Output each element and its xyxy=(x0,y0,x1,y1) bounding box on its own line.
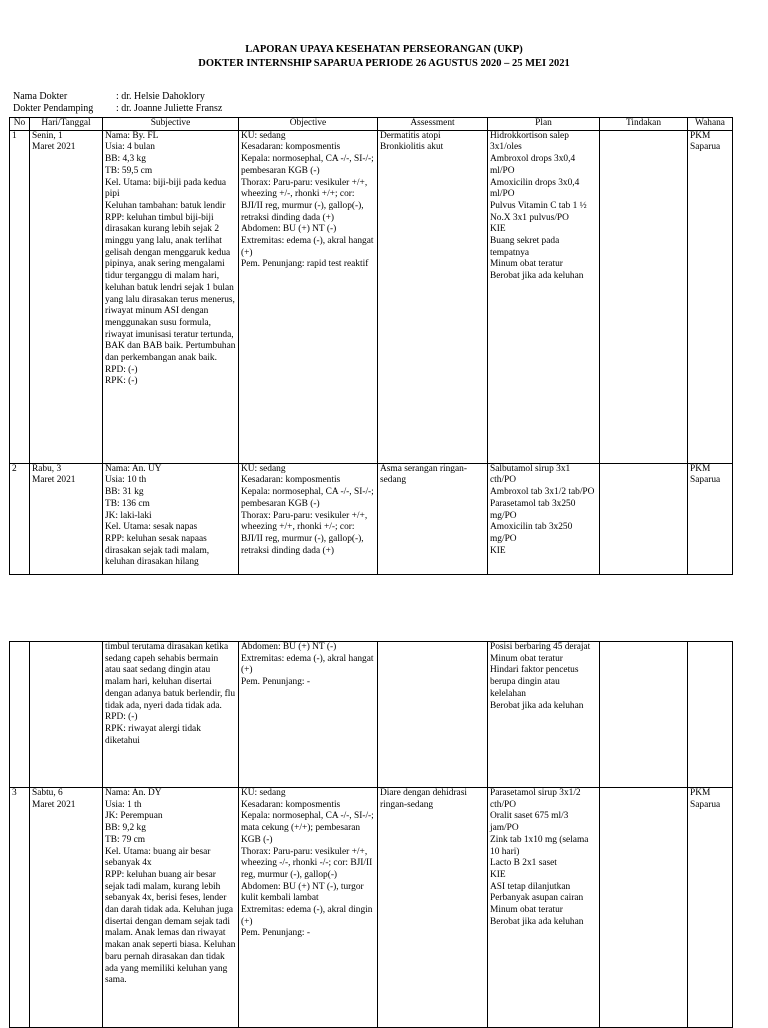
cell-date: Senin, 1 Maret 2021 xyxy=(30,130,103,463)
report-title: LAPORAN UPAYA KESEHATAN PERSEORANGAN (UKP) xyxy=(245,44,523,55)
cell-assessment: Diare dengan dehidrasi ringan-sedang xyxy=(378,788,488,1028)
cell-subjective: Nama: An. UY Usia: 10 th BB: 31 kg TB: 136 cm JK: laki-laki Kel. Utama: sesak napas RPP: keluhan sesak napaas dirasakan sejak tadi malam, keluhan dirasakan hilang xyxy=(103,463,239,574)
doctor-name-line xyxy=(13,91,205,102)
cell-subjective: timbul terutama dirasakan ketika sedang capeh sehabis bermain atau saat sedang dingin atau malam hari, keluhan disertai dengan adanya batuk berlendir, flu tidak ada, nyeri dada tidak ada. RPD: (-) RPK: riwayat alergi tidak diketahui xyxy=(103,642,239,788)
cell-no xyxy=(10,642,30,788)
cell-wahana xyxy=(688,642,733,788)
cell-date: Rabu, 3 Maret 2021 xyxy=(30,463,103,574)
column-header: Tindakan xyxy=(600,118,688,131)
table-row xyxy=(10,642,733,788)
table-row xyxy=(10,788,733,1028)
supervisor-value: : dr. Joanne Juliette Fransz xyxy=(116,103,223,114)
doctor-name-value: : dr. Helsie Dahoklory xyxy=(116,91,205,102)
cell-wahana: PKM Saparua xyxy=(688,463,733,574)
supervisor-line xyxy=(13,103,222,114)
supervisor-label: Dokter Pendamping xyxy=(13,103,94,114)
table-row xyxy=(10,463,733,574)
cell-tindakan xyxy=(600,642,688,788)
column-header: Objective xyxy=(239,118,378,131)
column-header: Wahana xyxy=(688,118,733,131)
report-subtitle: DOKTER INTERNSHIP SAPARUA PERIODE 26 AGUSTUS 2020 – 25 MEI 2021 xyxy=(198,58,570,69)
cell-no: 3 xyxy=(10,788,30,1028)
cell-objective: Abdomen: BU (+) NT (-) Extremitas: edema (-), akral hangat (+) Pem. Penunjang: - xyxy=(239,642,378,788)
cell-plan: Salbutamol sirup 3x1 cth/PO Ambroxol tab 3x1/2 tab/PO Parasetamol tab 3x250 mg/PO Amoxicilin tab 3x250 mg/PO KIE xyxy=(488,463,600,574)
column-header: No xyxy=(10,118,30,131)
cell-assessment: Asma serangan ringan-sedang xyxy=(378,463,488,574)
cell-objective: KU: sedang Kesadaran: komposmentis Kepala: normosephal, CA -/-, SI-/-; pembesaran KGB (-) Thorax: Paru-paru: vesikuler +/+, wheezing +/-, rhonki +/+; cor: BJI/II reg, murmur (-), gallop(-), retraksi dinding dada (+) Abdomen: BU (+) NT (-) Extremitas: edema (-), akral hangat (+) Pem. Penunjang: rapid test reaktif xyxy=(239,130,378,463)
cell-no: 1 xyxy=(10,130,30,463)
cell-objective: KU: sedang Kesadaran: komposmentis Kepala: normosephal, CA -/-, SI-/-; pembesaran KGB (-) Thorax: Paru-paru: vesikuler +/+, wheezing +/+, rhonki +/-; cor: BJI/II reg, murmur (-), gallop(-), retraksi dinding dada (+) xyxy=(239,463,378,574)
cell-tindakan xyxy=(600,463,688,574)
cell-subjective: Nama: By. FL Usia: 4 bulan BB: 4,3 kg TB: 59,5 cm Kel. Utama: biji-biji pada kedua pipi Keluhan tambahan: batuk lendir RPP: keluhan timbul biji-biji dirasakan kurang lebih sejak 2 minggu yang lalu, anak terlihat gelisah dengan menggaruk kedua pipinya, anak sering mengalami tidur terganggu di malam hari, keluhan batuk lendri sejak 1 bulan yang lalu dirasakan terus menerus, riwayat minum ASI dengan menggunakan susu formula, riwayat imunisasi teratur tertunda, BAK dan BAB baik. Pertumbuhan dan perkembangan anak baik. RPD: (-) RPK: (-) xyxy=(103,130,239,463)
cell-assessment: Dermatitis atopi Bronkiolitis akut xyxy=(378,130,488,463)
cell-plan: Parasetamol sirup 3x1/2 cth/PO Oralit saset 675 ml/3 jam/PO Zink tab 1x10 mg (selama 10 hari) Lacto B 2x1 saset KIE ASI tetap dilanjutkan Perbanyak asupan cairan Minum obat teratur Berobat jika ada keluhan xyxy=(488,788,600,1028)
cell-tindakan xyxy=(600,788,688,1028)
report-table xyxy=(9,117,733,575)
cell-date xyxy=(30,642,103,788)
cell-plan: Hidrokkortison salep 3x1/oles Ambroxol drops 3x0,4 ml/PO Amoxicilin drops 3x0,4 ml/PO Pulvus Vitamin C tab 1 ½ No.X 3x1 pulvus/PO KIE Buang sekret pada tempatnya Minum obat teratur Berobat jika ada keluhan xyxy=(488,130,600,463)
cell-wahana: PKM Saparua xyxy=(688,788,733,1028)
cell-objective: KU: sedang Kesadaran: komposmentis Kepala: normosephal, CA -/-, SI-/-; mata cekung (+/+); pembesaran KGB (-) Thorax: Paru-paru: vesikuler +/+, wheezing -/-, rhonki -/-; cor: BJI/II reg, murmur (-), gallop(-) Abdomen: BU (+) NT (-), turgor kulit kembali lambat Extremitas: edema (-), akral dingin (+) Pem. Penunjang: - xyxy=(239,788,378,1028)
column-header: Assessment xyxy=(378,118,488,131)
table-row xyxy=(10,130,733,463)
doctor-name-label: Nama Dokter xyxy=(13,91,68,102)
cell-no: 2 xyxy=(10,463,30,574)
column-header: Subjective xyxy=(103,118,239,131)
cell-assessment xyxy=(378,642,488,788)
column-header: Hari/Tanggal xyxy=(30,118,103,131)
report-table-continued xyxy=(9,641,733,1028)
cell-subjective: Nama: An. DY Usia: 1 th JK: Perempuan BB: 9,2 kg TB: 79 cm Kel. Utama: buang air besar sebanyak 4x RPP: keluhan buang air besar sejak tadi malam, kurang lebih sebanyak 4x, berisi feses, lender dan darah tidak ada. Keluhan juga disertai dengan demam sejak tadi malam. Anak lemas dan riwayat makan anak seperti biasa. Keluhan baru pernah dirasakan dan tidak ada yang memiliki keluhan yang sama. xyxy=(103,788,239,1028)
table-header-row xyxy=(10,118,733,131)
cell-wahana: PKM Saparua xyxy=(688,130,733,463)
cell-tindakan xyxy=(600,130,688,463)
column-header: Plan xyxy=(488,118,600,131)
cell-plan: Posisi berbaring 45 derajat Minum obat teratur Hindari faktor pencetus berupa dingin atau kelelahan Berobat jika ada keluhan xyxy=(488,642,600,788)
cell-date: Sabtu, 6 Maret 2021 xyxy=(30,788,103,1028)
